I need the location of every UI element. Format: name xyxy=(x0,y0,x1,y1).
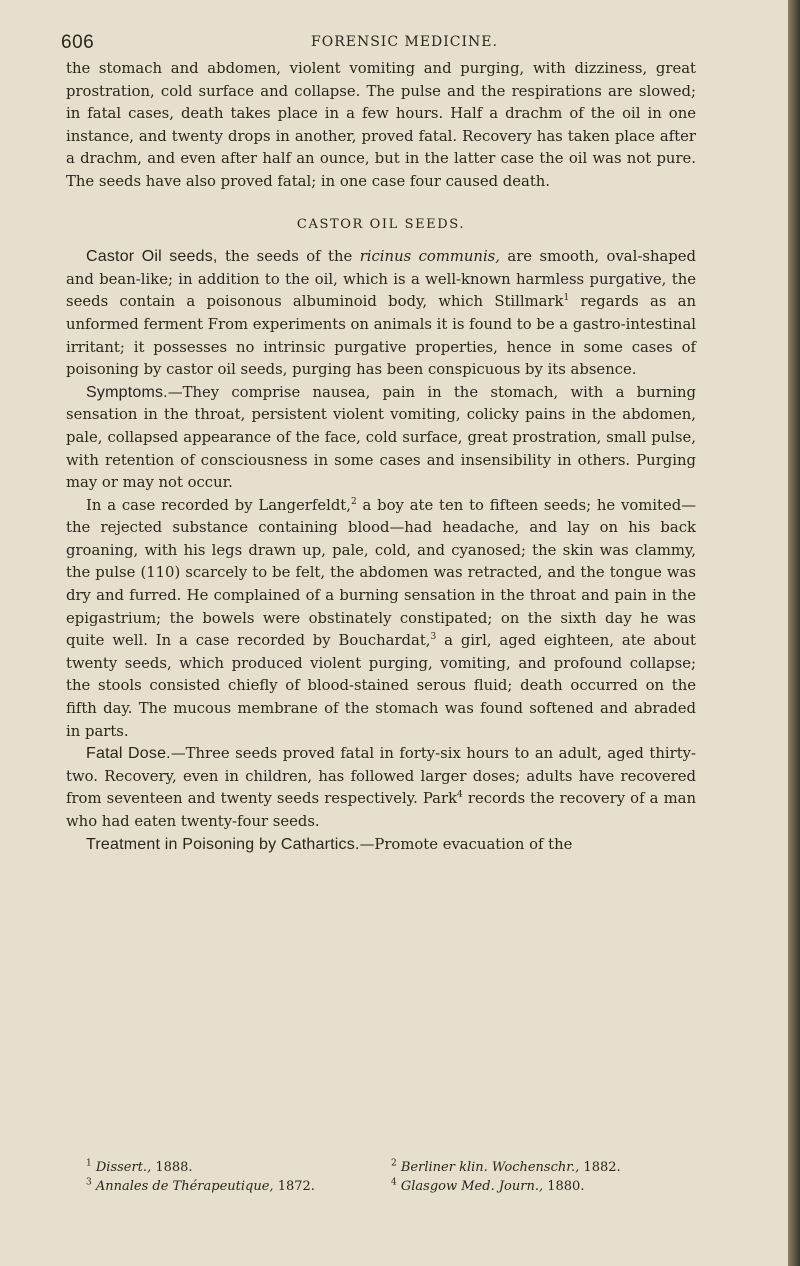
paragraph-fatal-dose: Fatal Dose.—Three seeds proved fatal in forty-six hours to an adult, aged thirty-two. Recovery, even in children, has followed larger doses; adults have recovered from seventeen and twenty seeds respectively. Park$^4$ records the recovery of a man who had eaten twenty-four seeds. xyxy=(66,745,696,830)
footnote-ref: 4 xyxy=(457,790,463,801)
footnote-row xyxy=(86,1158,696,1177)
run-in-heading: Treatment in Poisoning by Cathartics. xyxy=(86,835,360,853)
paragraph-castor-oil-seeds: Castor Oil seeds, the seeds of the ricinus communis, are smooth, oval-shaped and bean-like; in addition to the oil, which is a well-known harmless purgative, the seeds contain a poisonous albuminoid body, which Stillmark$^1$ regards as an unformed ferment From experiments on animals it is found to be a gastro-intestinal irritant; it possesses no intrinsic purgative properties, hence in some cases of poisoning by castor oil seeds, purging has been conspicuous by its absence. xyxy=(66,248,697,379)
run-in-heading: Castor Oil seeds, xyxy=(86,248,218,266)
paragraph-case-reports: In a case recorded by Langerfeldt,$^2$ a boy ate ten to fifteen seeds; he vomited—the rejected substance containing blood—had headache, and lay on his back groaning, with his legs drawn up, pale, cold, and cyanosed; the skin was clammy, the pulse (110) scarcely to be felt, the abdomen was retracted, and the tongue was dry and furred. He complained of a burning sensation in the throat and pain in the epigastrium; the bowels were obstinately constipated; on the sixth day he was quite well. In a case recorded by Bouchardat,$^3$ a girl, aged eighteen, ate about twenty seeds, which produced violent purging, vomiting, and profound collapse; the stools consisted chiefly of blood-stained serous fluid; death occurred on the fifth day. The mucous membrane of the stomach was found softened and abraded in parts. xyxy=(66,496,697,740)
run-in-heading: Symptoms. xyxy=(86,383,168,401)
page-binding-edge xyxy=(788,0,800,1266)
paragraph-treatment: Treatment in Poisoning by Cathartics.—Promote evacuation of the xyxy=(86,835,573,853)
footnote: $^4$ Glasgow Med. Journ., 1880. xyxy=(391,1177,585,1194)
footnotes xyxy=(86,1158,696,1196)
paragraph-symptoms: Symptoms.—They comprise nausea, pain in the stomach, with a burning sensation in the throat, persistent violent vomiting, colicky pains in the abdomen, pale, collapsed appearance of the face, cold surface, great prostration, small pulse, with retention of consciousness in some cases and insensibility in others. Purging may or may not occur. xyxy=(66,383,696,492)
footnote-ref: 1 xyxy=(563,293,570,304)
body-text xyxy=(66,58,696,856)
run-in-heading: Fatal Dose. xyxy=(86,745,171,763)
page-number: 606 xyxy=(61,32,95,53)
running-title: FORENSIC MEDICINE. xyxy=(311,34,498,50)
footnote: $^1$ Dissert., 1888. xyxy=(86,1158,193,1175)
page-header xyxy=(61,32,701,54)
footnote: $^2$ Berliner klin. Wochenschr., 1882. xyxy=(391,1158,621,1175)
paragraph-continued: the stomach and abdomen, violent vomiting and purging, with dizziness, great prostration, cold surface and collapse. The pulse and the respirations are slowed; in fatal cases, death takes place in a few hours. Half a drachm of the oil in one instance, and twenty drops in another, proved fatal. Recovery has taken place after a drachm, and even after half an ounce, but in the latter case the oil was not pure. The seeds have also proved fatal; in one case four caused death. xyxy=(66,60,696,190)
section-heading: CASTOR OIL SEEDS. xyxy=(296,216,466,232)
footnote-ref: 3 xyxy=(430,632,437,643)
species-name: ricinus communis, xyxy=(359,248,500,266)
footnote: $^3$ Annales de Thérapeutique, 1872. xyxy=(86,1177,315,1194)
footnote-ref: 2 xyxy=(350,496,357,507)
footnote-row xyxy=(86,1177,696,1196)
